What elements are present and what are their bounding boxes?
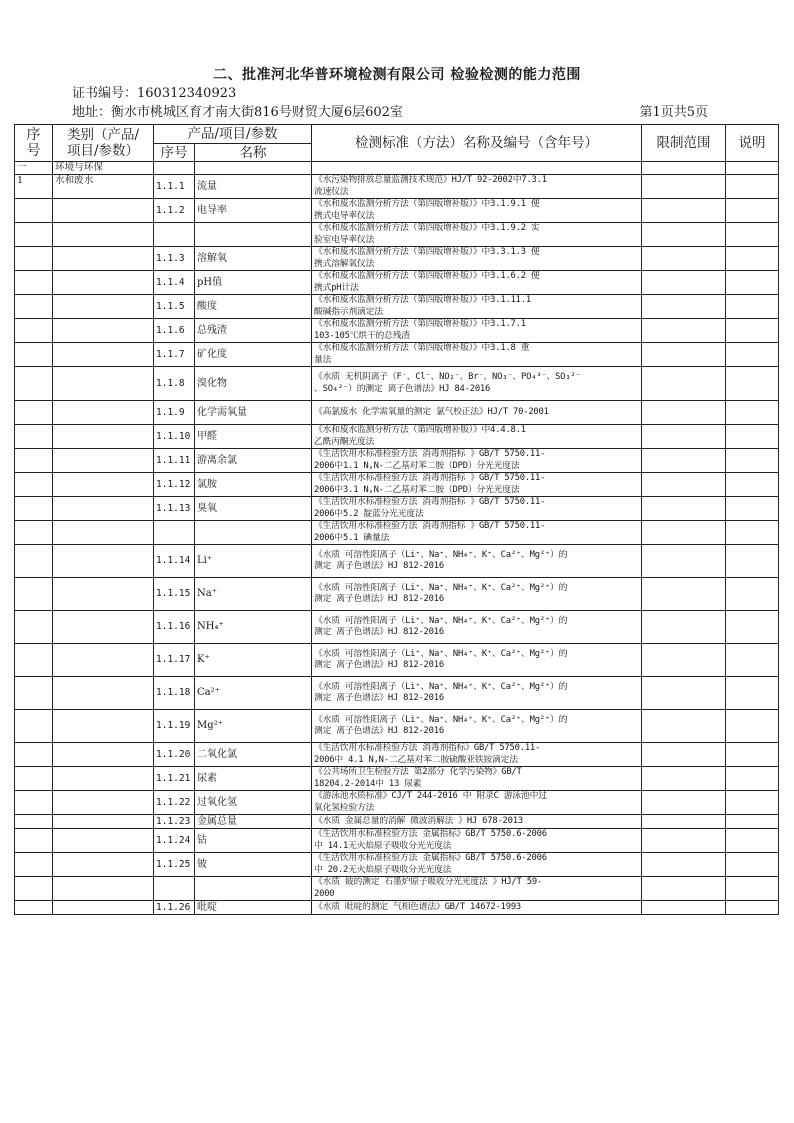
- table-row: [15, 611, 779, 644]
- row-standard: 《游泳池水质标准》CJ/T 244-2016 中 附录C 游泳池中过 氧化氢检验方法: [312, 791, 642, 815]
- col-product-header: 产品/项目/参数: [154, 125, 312, 144]
- col-standard-header: 检测标准（方法）名称及编号（含年号）: [312, 125, 642, 162]
- row-standard: 《高氯废水 化学需氧量的测定 氯气校正法》HJ/T 70-2001: [312, 401, 642, 425]
- row-seq: [15, 319, 53, 343]
- row-note: [726, 425, 779, 449]
- row-standard: 《生活饮用水标准检验方法 金属指标》GB/T 5750.6-2006 中 20.2无火焰原子吸收分光光度法: [312, 853, 642, 877]
- row-seq: [15, 767, 53, 791]
- table-row: [15, 271, 779, 295]
- row-category: [53, 473, 154, 497]
- row-seq: [15, 401, 53, 425]
- row-seq: [15, 791, 53, 815]
- address: 地址：衡水市桃城区育才南大街816号财贸大厦6层602室: [72, 105, 403, 120]
- row-limit: [642, 175, 726, 199]
- row-limit: [642, 295, 726, 319]
- row-category: [53, 295, 154, 319]
- row-item-name: [195, 223, 312, 247]
- row-item-number: 1.1.8: [154, 367, 195, 401]
- row-seq: [15, 343, 53, 367]
- row-standard: 《水质 吡啶的测定 气相色谱法》GB/T 14672-1993: [312, 901, 642, 915]
- row-note: [726, 401, 779, 425]
- row-item-name: 甲醛: [195, 425, 312, 449]
- row-item-name: 过氧化氢: [195, 791, 312, 815]
- row-item-name: 氯胺: [195, 473, 312, 497]
- table-row: [15, 853, 779, 877]
- table-row: [15, 401, 779, 425]
- row-note: [726, 319, 779, 343]
- row-item-name: Mg²⁺: [195, 710, 312, 743]
- row-item-name: 游离余氯: [195, 449, 312, 473]
- row-item-name: K⁺: [195, 644, 312, 677]
- row-item-number: 1.1.22: [154, 791, 195, 815]
- row-limit: [642, 710, 726, 743]
- row-item-number: 1.1.9: [154, 401, 195, 425]
- row-note: [726, 175, 779, 199]
- row-category: [53, 271, 154, 295]
- row-item-number: 1.1.16: [154, 611, 195, 644]
- row-item-number: 1.1.24: [154, 829, 195, 853]
- table-row: [15, 449, 779, 473]
- table-row: [15, 829, 779, 853]
- row-item-number: 1.1.18: [154, 677, 195, 710]
- row-note: [726, 901, 779, 915]
- row-note: [726, 767, 779, 791]
- row-note: [726, 677, 779, 710]
- row-category: [53, 247, 154, 271]
- row-item-number: 1.1.4: [154, 271, 195, 295]
- table-row: [15, 473, 779, 497]
- table-row: [15, 343, 779, 367]
- table-row: [15, 815, 779, 829]
- row-limit: [642, 767, 726, 791]
- row-seq: [15, 521, 53, 545]
- table-row: [15, 545, 779, 578]
- row-limit: [642, 677, 726, 710]
- row-standard: 《水和废水监测分析方法（第四版增补版）》中3.1.6.2 便 携式pH计法: [312, 271, 642, 295]
- row-limit: [642, 497, 726, 521]
- row-seq: [15, 367, 53, 401]
- row-standard: 《水质 可溶性阳离子（Li⁺、Na⁺、NH₄⁺、K⁺、Ca²⁺、Mg²⁺）的 测定 离子色谱法》HJ 812-2016: [312, 578, 642, 611]
- row-standard: 《生活饮用水标准检验方法 金属指标》GB/T 5750.6-2006 中 14.1无火焰原子吸收分光光度法: [312, 829, 642, 853]
- row-seq: [15, 743, 53, 767]
- row-note: [726, 791, 779, 815]
- row-category: [53, 877, 154, 901]
- row-limit: [642, 401, 726, 425]
- capability-table: [14, 124, 779, 915]
- row-category: [53, 521, 154, 545]
- row-item-number: [154, 223, 195, 247]
- row-item-number: 1.1.23: [154, 815, 195, 829]
- row-seq: [15, 677, 53, 710]
- row-limit: [642, 644, 726, 677]
- row-limit: [642, 611, 726, 644]
- row-note: [726, 521, 779, 545]
- row-standard: 《水和废水监测分析方法（第四版增补版）》中3.1.7.1 103-105℃烘干的总残渣: [312, 319, 642, 343]
- row-note: [726, 743, 779, 767]
- row-limit: [642, 815, 726, 829]
- table-row: [15, 521, 779, 545]
- row-category: [53, 199, 154, 223]
- row-limit: [642, 367, 726, 401]
- row-category: [53, 401, 154, 425]
- row-note: [726, 611, 779, 644]
- row-standard: 《水质 金属总量的消解 微波消解法 》HJ 678-2013: [312, 815, 642, 829]
- row-item-number: [154, 877, 195, 901]
- table-row: [15, 319, 779, 343]
- row-seq: [15, 644, 53, 677]
- row-item-name: Ca²⁺: [195, 677, 312, 710]
- row-category: [53, 677, 154, 710]
- table-row: [15, 425, 779, 449]
- row-limit: [642, 343, 726, 367]
- row-note: [726, 247, 779, 271]
- row-item-number: 1.1.14: [154, 545, 195, 578]
- row-standard: 《水和废水监测分析方法（第四版增补版）》中3.1.11.1 酸碱指示剂滴定法: [312, 295, 642, 319]
- row-category: [53, 644, 154, 677]
- row-note: [726, 644, 779, 677]
- row-note: [726, 578, 779, 611]
- row-item-name: 溴化物: [195, 367, 312, 401]
- col-category-header: 类别（产品/ 项目/参数）: [53, 125, 154, 162]
- row-note: [726, 853, 779, 877]
- row-note: [726, 271, 779, 295]
- row-category: [53, 319, 154, 343]
- row-category: [53, 425, 154, 449]
- row-limit: [642, 271, 726, 295]
- row-standard: 《水质 可溶性阳离子（Li⁺、Na⁺、NH₄⁺、K⁺、Ca²⁺、Mg²⁺）的 测定 离子色谱法》HJ 812-2016: [312, 677, 642, 710]
- row-seq: [15, 853, 53, 877]
- table-row: [15, 367, 779, 401]
- row-note: [726, 710, 779, 743]
- row-standard: 《公共场所卫生检验方法 第2部分 化学污染物》GB/T 18204.2-2014中 13 尿素: [312, 767, 642, 791]
- row-item-name: 化学需氧量: [195, 401, 312, 425]
- row-item-number: 1.1.3: [154, 247, 195, 271]
- row-item-number: 1.1.12: [154, 473, 195, 497]
- row-standard: 《水污染物排放总量监测技术规范》HJ/T 92-2002中7.3.1 流速仪法: [312, 175, 642, 199]
- row-limit: [642, 578, 726, 611]
- row-item-number: 1.1.1: [154, 175, 195, 199]
- row-category: [53, 710, 154, 743]
- row-item-name: Li⁺: [195, 545, 312, 578]
- row-limit: [642, 473, 726, 497]
- row-item-name: 钴: [195, 829, 312, 853]
- row-item-number: 1.1.13: [154, 497, 195, 521]
- row-standard: 《水和废水监测分析方法（第四版增补版）》中3.1.9.2 实 验室电导率仪法: [312, 223, 642, 247]
- row-category: [53, 343, 154, 367]
- row-category: [53, 853, 154, 877]
- row-item-number: 1.1.10: [154, 425, 195, 449]
- row-category: [53, 901, 154, 915]
- row-standard: 《生活饮用水标准检验方法 消毒剂指标 》GB/T 5750.11- 2006中3.1 N,N-二乙基对苯二胺（DPD）分光光度法: [312, 473, 642, 497]
- row-seq: [15, 578, 53, 611]
- section-category: 环境与环保: [53, 162, 154, 175]
- table-row: [15, 578, 779, 611]
- row-standard: 《水质 无机阴离子（F⁻、Cl⁻、NO₂⁻、Br⁻、NO₃⁻、PO₄³⁻、SO₃²⁻ 、SO₄²⁻）的测定 离子色谱法》HJ 84-2016: [312, 367, 642, 401]
- row-seq: [15, 199, 53, 223]
- row-limit: [642, 521, 726, 545]
- row-item-number: 1.1.17: [154, 644, 195, 677]
- row-item-name: 流量: [195, 175, 312, 199]
- table-row: [15, 497, 779, 521]
- row-seq: [15, 815, 53, 829]
- row-item-number: 1.1.26: [154, 901, 195, 915]
- row-standard: 《水质 可溶性阳离子（Li⁺、Na⁺、NH₄⁺、K⁺、Ca²⁺、Mg²⁺）的 测定 离子色谱法》HJ 812-2016: [312, 644, 642, 677]
- row-item-name: 矿化度: [195, 343, 312, 367]
- row-category: [53, 791, 154, 815]
- row-note: [726, 545, 779, 578]
- row-category: [53, 449, 154, 473]
- row-seq: 1: [15, 175, 53, 199]
- table-row: [15, 791, 779, 815]
- row-standard: 《水和废水监测分析方法（第四版增补版）》中4.4.8.1 乙酰丙酮光度法: [312, 425, 642, 449]
- row-note: [726, 199, 779, 223]
- row-seq: [15, 497, 53, 521]
- row-limit: [642, 319, 726, 343]
- table-row: [15, 175, 779, 199]
- row-standard: 《水和废水监测分析方法（第四版增补版）》中3.3.1.3 便 携式溶解氧仪法: [312, 247, 642, 271]
- row-limit: [642, 901, 726, 915]
- row-seq: [15, 223, 53, 247]
- row-standard: 《生活饮用水标准检验方法 消毒剂指标》GB/T 5750.11- 2006中 4.1 N,N-二乙基对苯二胺硫酸亚铁铵滴定法: [312, 743, 642, 767]
- row-limit: [642, 829, 726, 853]
- row-item-number: 1.1.2: [154, 199, 195, 223]
- row-limit: [642, 199, 726, 223]
- row-seq: [15, 901, 53, 915]
- row-item-name: 电导率: [195, 199, 312, 223]
- row-item-name: 金属总量: [195, 815, 312, 829]
- row-seq: [15, 473, 53, 497]
- row-category: [53, 497, 154, 521]
- row-item-number: 1.1.15: [154, 578, 195, 611]
- row-item-name: 尿素: [195, 767, 312, 791]
- row-item-number: 1.1.5: [154, 295, 195, 319]
- row-seq: [15, 295, 53, 319]
- row-seq: [15, 545, 53, 578]
- row-note: [726, 367, 779, 401]
- row-limit: [642, 877, 726, 901]
- row-seq: [15, 247, 53, 271]
- row-seq: [15, 449, 53, 473]
- row-category: [53, 815, 154, 829]
- row-item-number: 1.1.20: [154, 743, 195, 767]
- row-note: [726, 449, 779, 473]
- row-item-name: [195, 877, 312, 901]
- row-standard: 《水和废水监测分析方法（第四版增补版）》中3.1.9.1 便 携式电导率仪法: [312, 199, 642, 223]
- row-item-name: pH值: [195, 271, 312, 295]
- table-row: [15, 743, 779, 767]
- col-note-header: 说明: [726, 125, 779, 162]
- row-standard: 《生活饮用水标准检验方法 消毒剂指标 》GB/T 5750.11- 2006中5.2 靛蓝分光光度法: [312, 497, 642, 521]
- row-note: [726, 343, 779, 367]
- row-item-number: 1.1.21: [154, 767, 195, 791]
- row-item-number: 1.1.19: [154, 710, 195, 743]
- row-standard: 《水质 铍的测定 石墨炉原子吸收分光光度法 》HJ/T 59- 2000: [312, 877, 642, 901]
- row-limit: [642, 247, 726, 271]
- row-seq: [15, 425, 53, 449]
- row-item-name: 溶解氧: [195, 247, 312, 271]
- table-row: [15, 877, 779, 901]
- row-limit: [642, 425, 726, 449]
- row-note: [726, 877, 779, 901]
- row-seq: [15, 710, 53, 743]
- table-row: [15, 901, 779, 915]
- row-seq: [15, 271, 53, 295]
- row-category: [53, 223, 154, 247]
- row-category: [53, 611, 154, 644]
- row-item-number: 1.1.7: [154, 343, 195, 367]
- row-category: 水和废水: [53, 175, 154, 199]
- row-item-number: [154, 521, 195, 545]
- row-limit: [642, 743, 726, 767]
- table-row: [15, 767, 779, 791]
- row-item-name: 铍: [195, 853, 312, 877]
- row-limit: [642, 791, 726, 815]
- row-seq: [15, 829, 53, 853]
- row-limit: [642, 853, 726, 877]
- row-standard: 《水质 可溶性阳离子（Li⁺、Na⁺、NH₄⁺、K⁺、Ca²⁺、Mg²⁺）的 测定 离子色谱法》HJ 812-2016: [312, 545, 642, 578]
- row-category: [53, 545, 154, 578]
- row-note: [726, 815, 779, 829]
- page-indicator: 第1页共5页: [639, 105, 708, 120]
- row-category: [53, 767, 154, 791]
- row-standard: 《生活饮用水标准检验方法 消毒剂指标 》GB/T 5750.11- 2006中5.1 碘量法: [312, 521, 642, 545]
- row-seq: [15, 877, 53, 901]
- row-note: [726, 295, 779, 319]
- row-limit: [642, 449, 726, 473]
- row-item-number: 1.1.6: [154, 319, 195, 343]
- row-limit: [642, 545, 726, 578]
- row-category: [53, 367, 154, 401]
- col-seq-header: 序 号: [15, 125, 53, 162]
- section-row: [15, 162, 779, 175]
- table-row: [15, 199, 779, 223]
- row-item-name: 臭氧: [195, 497, 312, 521]
- row-item-name: NH₄⁺: [195, 611, 312, 644]
- row-item-name: 酸度: [195, 295, 312, 319]
- table-row: [15, 247, 779, 271]
- col-no-header: 序号: [154, 144, 195, 162]
- row-category: [53, 578, 154, 611]
- row-note: [726, 497, 779, 521]
- table-row: [15, 677, 779, 710]
- row-standard: 《水和废水监测分析方法（第四版增补版）》中3.1.8 重 量法: [312, 343, 642, 367]
- row-item-name: 吡啶: [195, 901, 312, 915]
- table-row: [15, 644, 779, 677]
- row-item-number: 1.1.11: [154, 449, 195, 473]
- certificate-number: 证书编号：160312340923: [72, 86, 237, 101]
- row-item-name: [195, 521, 312, 545]
- row-item-name: 二氧化氯: [195, 743, 312, 767]
- row-seq: [15, 611, 53, 644]
- row-category: [53, 743, 154, 767]
- table-row: [15, 710, 779, 743]
- row-item-number: 1.1.25: [154, 853, 195, 877]
- row-standard: 《水质 可溶性阳离子（Li⁺、Na⁺、NH₄⁺、K⁺、Ca²⁺、Mg²⁺）的 测定 离子色谱法》HJ 812-2016: [312, 710, 642, 743]
- table-row: [15, 223, 779, 247]
- row-item-name: 总残渣: [195, 319, 312, 343]
- row-limit: [642, 223, 726, 247]
- page-title: 二、批准河北华普环境检测有限公司 检验检测的能力范围: [213, 67, 581, 83]
- row-note: [726, 223, 779, 247]
- row-note: [726, 829, 779, 853]
- row-category: [53, 829, 154, 853]
- row-standard: 《水质 可溶性阳离子（Li⁺、Na⁺、NH₄⁺、K⁺、Ca²⁺、Mg²⁺）的 测定 离子色谱法》HJ 812-2016: [312, 611, 642, 644]
- row-note: [726, 473, 779, 497]
- col-name-header: 名称: [195, 144, 312, 162]
- row-standard: 《生活饮用水标准检验方法 消毒剂指标 》GB/T 5750.11- 2006中1.1 N,N-二乙基对苯二胺（DPD）分光光度法: [312, 449, 642, 473]
- table-row: [15, 295, 779, 319]
- row-item-name: Na⁺: [195, 578, 312, 611]
- section-seq: 一: [15, 162, 53, 175]
- col-limit-header: 限制范围: [642, 125, 726, 162]
